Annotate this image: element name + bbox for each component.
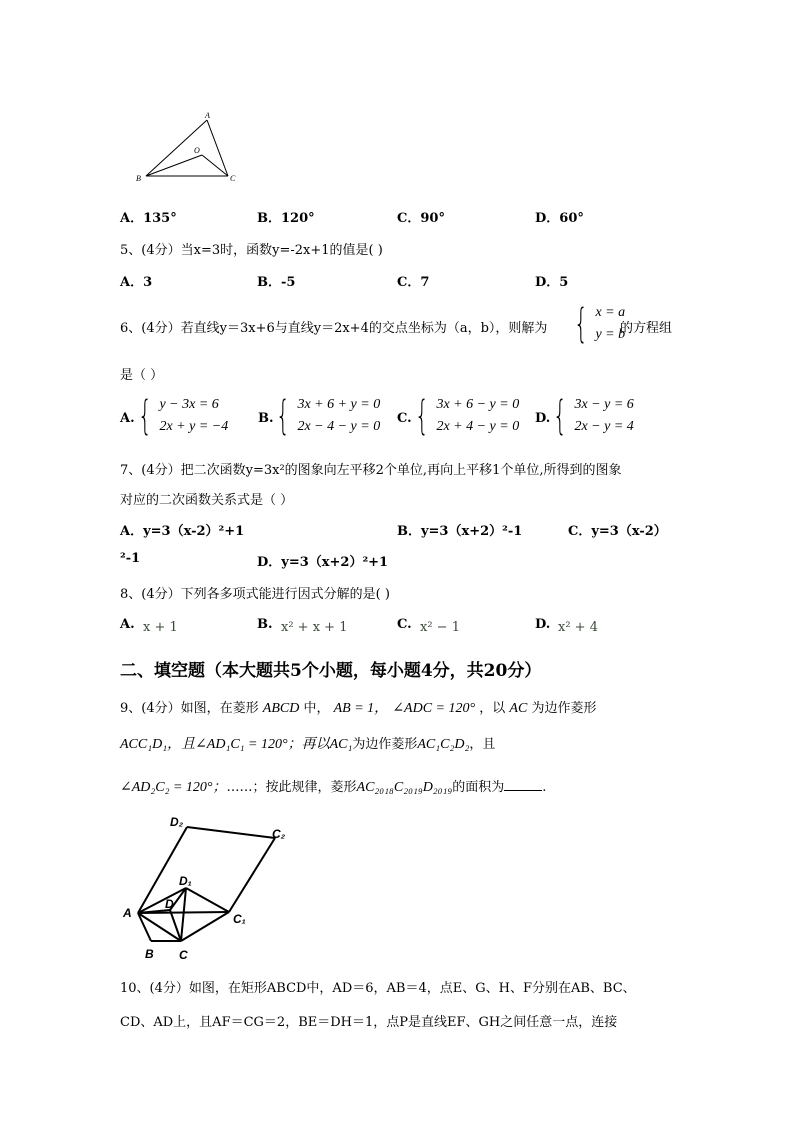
triangle-figure — [130, 108, 250, 188]
q7-option-a[interactable]: A．y=3（x-2）²+1 — [120, 524, 245, 539]
q8-option-b-expr: x² + x + 1 — [281, 620, 348, 635]
q9-line2-b: ，且∠AD₁C₁ = 120°；再以 — [167, 737, 330, 752]
q5-option-b[interactable]: B．-5 — [257, 275, 296, 290]
q8-option-d-letter[interactable]: D. — [535, 617, 551, 632]
q9-ac1: AC₁ — [329, 737, 353, 752]
label-A: A — [205, 111, 210, 120]
q9-line1-pre: 9、(4分）如图，在菱形 — [120, 701, 259, 716]
section2-title: 二、填空题（本大题共5个小题，每小题4分，共20分） — [120, 661, 542, 681]
q6-b-eq1: 3x + 6 + y = 0 — [297, 397, 381, 412]
q9-line3 — [120, 776, 546, 796]
label2-D: D — [165, 897, 174, 911]
q9-line3-e: . — [542, 780, 547, 795]
q6-c-eq1: 3x + 6 − y = 0 — [436, 397, 520, 412]
q4-option-a[interactable]: A．135° — [120, 211, 177, 226]
q4-option-c[interactable]: C．90° — [397, 211, 445, 226]
q6-b-eq2: 2x − 4 − y = 0 — [297, 419, 381, 434]
q6-option-d-letter[interactable]: D. — [535, 411, 551, 426]
q6-option-c-letter[interactable]: C. — [397, 411, 412, 426]
q6-solution-system: { x = a y = b — [574, 301, 626, 347]
label2-C2: C₂ — [272, 827, 286, 841]
q6-a-eq1: y − 3x = 6 — [159, 397, 219, 412]
q10-line2: CD、AD上，且AF＝CG＝2，BE＝DH＝1，点P是直线EF、GH之间任意一点，连接 — [120, 1015, 618, 1030]
q8-option-c-letter[interactable]: C. — [397, 617, 412, 632]
label2-A: A — [123, 906, 132, 920]
q8-option-b-letter[interactable]: B. — [257, 617, 273, 632]
rhombus-figure — [115, 812, 305, 967]
q7-line2: 对应的二次函数关系式是（ ） — [120, 493, 294, 508]
q6-sys-bot: y = b — [595, 327, 626, 342]
q9-angle-ad2c2: ∠AD₂C₂ = 120°； — [120, 780, 227, 795]
q6-option-d-system[interactable]: { 3x − y = 6 2x − y = 4 — [553, 393, 634, 439]
q6-option-a-letter[interactable]: A. — [120, 411, 135, 426]
q7-option-c-cont: ²-1 — [120, 551, 141, 566]
q9-line1-post: 为边作菱形 — [531, 701, 597, 716]
q8-option-c-expr: x² − 1 — [420, 620, 460, 635]
q9-ab: AB = 1， — [333, 701, 389, 716]
q7-option-c[interactable]: C．y=3（x-2） — [568, 524, 667, 539]
q8-option-d-expr: x² + 4 — [558, 620, 598, 635]
q6-option-b-system[interactable]: { 3x + 6 + y = 0 2x − 4 − y = 0 — [276, 393, 381, 439]
q9-line1-mid1: 中， — [303, 701, 330, 716]
label2-C: C — [179, 948, 188, 962]
label-B: B — [136, 174, 141, 183]
q6-option-a-system[interactable]: { y − 3x = 6 2x + y = −4 — [138, 393, 229, 439]
q9-line2 — [120, 733, 495, 753]
q6-stem-pre: 6、(4分）若直线y＝3x+6与直线y＝2x+4的交点坐标为（a，b），则解为 — [120, 321, 548, 336]
q9-angle-adc: ∠ADC = 120° — [392, 701, 476, 716]
q9-line2-f: ，且 — [469, 737, 496, 752]
q7-line1: 7、(4分）把二次函数y=3x²的图象向左平移2个单位,再向上平移1个单位,所得到的图象 — [120, 463, 622, 478]
q6-c-eq2: 2x + 4 − y = 0 — [436, 419, 520, 434]
q4-option-d[interactable]: D．60° — [535, 211, 584, 226]
q9-abcd: ABCD — [262, 701, 300, 716]
q6-option-b-letter[interactable]: B. — [258, 411, 274, 426]
q5-option-d[interactable]: D．5 — [535, 275, 569, 290]
q6-d-eq1: 3x − y = 6 — [574, 397, 634, 412]
q5-option-a[interactable]: A．3 — [120, 275, 153, 290]
q4-option-b[interactable]: B．120° — [257, 211, 315, 226]
q9-rhombus1: ACC₁D₁ — [120, 737, 168, 752]
label2-C1: C₁ — [233, 912, 246, 926]
q9-ac: AC — [509, 701, 528, 716]
q9-line1-mid2: ，以 — [479, 701, 506, 716]
label-O: O — [194, 146, 200, 155]
q5-stem: 5、(4分）当x=3时，函数y=-2x+1的值是( ) — [120, 243, 383, 258]
q7-option-d[interactable]: D．y=3（x+2）²+1 — [257, 555, 389, 570]
q8-option-a-letter[interactable]: A. — [120, 617, 135, 632]
q6-a-eq2: 2x + y = −4 — [159, 419, 229, 434]
label-C: C — [230, 174, 236, 183]
q6-d-eq2: 2x − y = 4 — [574, 419, 634, 434]
q7-option-b[interactable]: B．y=3（x+2）²-1 — [397, 524, 523, 539]
label2-B: B — [145, 947, 154, 961]
q9-line3-b: ……；按此规律，菱形 — [226, 780, 357, 795]
q6-sys-top: x = a — [595, 305, 626, 320]
q10-line1: 10、(4分）如图，在矩形ABCD中，AD＝6，AB＝4，点E、G、H、F分别在AB、BC、 — [120, 981, 636, 996]
label2-D1: D₁ — [179, 874, 192, 888]
q9-line1 — [120, 697, 596, 717]
q6-stem-line2: 是（ ） — [120, 368, 164, 383]
q8-option-a-expr: x + 1 — [143, 620, 178, 635]
q6-stem-post: 的方程组 — [620, 321, 673, 336]
q9-answer-blank[interactable] — [504, 778, 542, 791]
q5-option-c[interactable]: C．7 — [397, 275, 430, 290]
q9-line2-d: 为边作菱形 — [352, 737, 418, 752]
q9-rhombus2: AC₁C₂D₂ — [417, 737, 470, 752]
q8-stem: 8、(4分）下列各多项式能进行因式分解的是( ) — [120, 587, 390, 602]
label2-D2: D₂ — [170, 815, 184, 829]
q9-rhombus-n: AC₂₀₁₈C₂₀₁₉D₂₀₁₉ — [356, 780, 453, 795]
q6-option-c-system[interactable]: { 3x + 6 − y = 0 2x + 4 − y = 0 — [415, 393, 520, 439]
q9-line3-d: 的面积为 — [452, 780, 505, 795]
